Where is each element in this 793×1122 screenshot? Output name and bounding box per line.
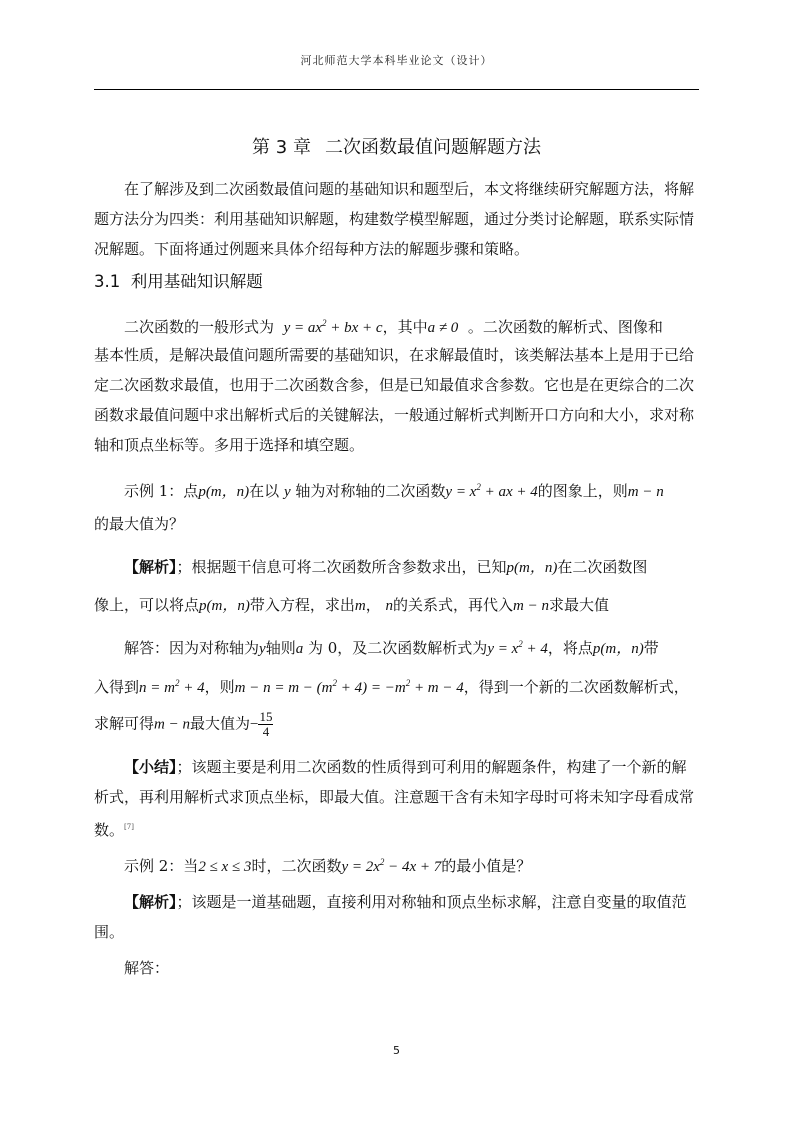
var-m: m bbox=[354, 598, 366, 614]
text-run: 时，二次函数 bbox=[251, 857, 342, 875]
example-1-question: 的最大值为？ bbox=[94, 515, 185, 533]
chapter-heading bbox=[94, 133, 699, 159]
formula-point: p(m，n) bbox=[199, 598, 250, 614]
fraction-denominator: 4 bbox=[262, 724, 270, 739]
formula-eq1: $n = m^2 + 4$ bbox=[139, 678, 205, 696]
formula-general: $y = ax^2$ + bx + c bbox=[283, 318, 383, 336]
chapter-number: 第 3 章 bbox=[252, 137, 311, 158]
text-run: ；根据题干信息可将二次函数所含参数求出，已知 bbox=[176, 558, 507, 576]
section-heading bbox=[94, 268, 263, 292]
text-run: 像上，可以将点 bbox=[94, 596, 200, 614]
text-run: 轴为对称轴的二次函数 bbox=[295, 482, 446, 500]
solution-2-line: 解答： bbox=[124, 959, 170, 977]
text-run: ；该题主要是利用二次函数的性质得到可利用的解题条件，构建了一个新的解析式，再利用解析式求顶点坐标，即最大值。注意题干含有未知字母时可将未知字母看成常数。 bbox=[94, 758, 695, 839]
formula-mn: m − n bbox=[627, 484, 664, 500]
fraction bbox=[258, 710, 273, 739]
formula-func: $y = x^2 + 4$ bbox=[487, 639, 548, 657]
var-n: n bbox=[385, 598, 393, 614]
citation-ref: [7] bbox=[124, 823, 134, 831]
text-run: 的最小值是？ bbox=[441, 857, 532, 875]
text-run: ，得到一个新的二次函数解析式， bbox=[463, 678, 689, 696]
text-run: 最大值为 bbox=[189, 714, 250, 733]
text-run: 二次函数的一般形式为 bbox=[124, 318, 275, 336]
general-form-line bbox=[94, 316, 699, 337]
text-run: ，则 bbox=[204, 678, 235, 696]
formula-point: p(m，n) bbox=[592, 641, 644, 657]
formula-func: $y = 2x^2 - 4x + 7$ bbox=[341, 857, 442, 875]
analysis-1-line bbox=[94, 556, 699, 577]
general-form-paragraph: 基本性质，是解决最值问题所需要的基础知识，在求解最值时，该类解法基本上是用于已给定二次函数求最值，也用于二次函数含参，但是已知最值求含参数。它也是在更综合的二次函数求最值问题中求出解析式后的关键解法，一般通过解析式判断开口方向和大小，求对称轴和顶点坐标等。多用于选择和填空题。 bbox=[94, 346, 695, 454]
solution-1-line-2 bbox=[94, 676, 699, 697]
page-number: 5 bbox=[393, 1044, 400, 1057]
analysis-1-line-2: 像上，可以将点p(m，n)带入方程，求出m， n的关系式，再代入m − n求最大值 bbox=[94, 596, 609, 614]
text-run: 。二次函数的解析式、图像和 bbox=[467, 318, 663, 336]
section-title: 利用基础知识解题 bbox=[130, 272, 263, 291]
text-run: ；该题是一道基础题，直接利用对称轴和顶点坐标求解，注意自变量的取值范围。 bbox=[94, 893, 687, 941]
example-2-line bbox=[94, 855, 699, 876]
fraction-numerator: 15 bbox=[259, 709, 273, 724]
text-run: 带入方程，求出 bbox=[249, 596, 355, 614]
text-run: 的关系式，再代入 bbox=[393, 596, 514, 614]
analysis-2-paragraph bbox=[94, 887, 699, 947]
summary-label: 【小结】 bbox=[124, 758, 177, 776]
solution-1-line bbox=[94, 637, 699, 658]
text-run: 在以 bbox=[249, 482, 280, 500]
text-run: 解答：因为对称轴为 bbox=[124, 639, 260, 657]
text-run: 求最大值 bbox=[548, 596, 609, 614]
text-run: 入得到 bbox=[94, 678, 140, 696]
formula-point: p(m，n) bbox=[506, 560, 558, 576]
var-y: y bbox=[283, 484, 291, 500]
text-run: 示例 1：点 bbox=[124, 482, 199, 500]
text-run: 为 0，及二次函数解析式为 bbox=[307, 639, 488, 657]
formula-mn: m − n bbox=[154, 716, 190, 733]
formula-eq2: $m - n = m - (m^2 + 4) = -m^2 + m - 4$ bbox=[234, 678, 464, 696]
text-run: 的图象上，则 bbox=[537, 482, 628, 500]
text-run: 轴则 bbox=[265, 639, 296, 657]
formula-mn: m − n bbox=[513, 598, 549, 614]
running-header: 河北师范大学本科毕业论文（设计） bbox=[300, 54, 493, 67]
text-run: 带 bbox=[643, 639, 659, 657]
example-1-line bbox=[94, 480, 699, 501]
header-rule bbox=[94, 89, 699, 90]
formula-point: p(m，n) bbox=[198, 484, 250, 500]
formula-func: $y = x^2$ + ax + 4 bbox=[445, 482, 538, 500]
formula-range: 2 ≤ x ≤ 3 bbox=[198, 859, 252, 875]
chapter-title: 二次函数最值问题解题方法 bbox=[324, 137, 541, 158]
text-run: ，将点 bbox=[547, 639, 593, 657]
summary-1-paragraph bbox=[94, 752, 699, 845]
analysis-label: 【解析】 bbox=[124, 558, 177, 576]
var-a: a bbox=[295, 641, 304, 657]
text-run: 求解可得 bbox=[94, 714, 155, 733]
var-y: y bbox=[259, 641, 266, 657]
text-run: 示例 2：当 bbox=[124, 857, 199, 875]
intro-paragraph: 在了解涉及到二次函数最值问题的基础知识和题型后，本文将继续研究解题方法，将解题方法分为四类：利用基础知识解题，构建数学模型解题，通过分类讨论解题，联系实际情况解题。下面将通过例题来具体介绍每种方法的解题步骤和策略。 bbox=[94, 180, 695, 258]
text-run: 在二次函数图 bbox=[557, 558, 648, 576]
text-run: ，其中 bbox=[382, 318, 428, 336]
formula-condition: a ≠ 0 bbox=[427, 320, 459, 336]
section-number: 3.1 bbox=[94, 272, 121, 291]
minus-sign: − bbox=[250, 716, 259, 733]
solution-1-line-3 bbox=[94, 710, 699, 739]
analysis-label: 【解析】 bbox=[124, 893, 177, 911]
